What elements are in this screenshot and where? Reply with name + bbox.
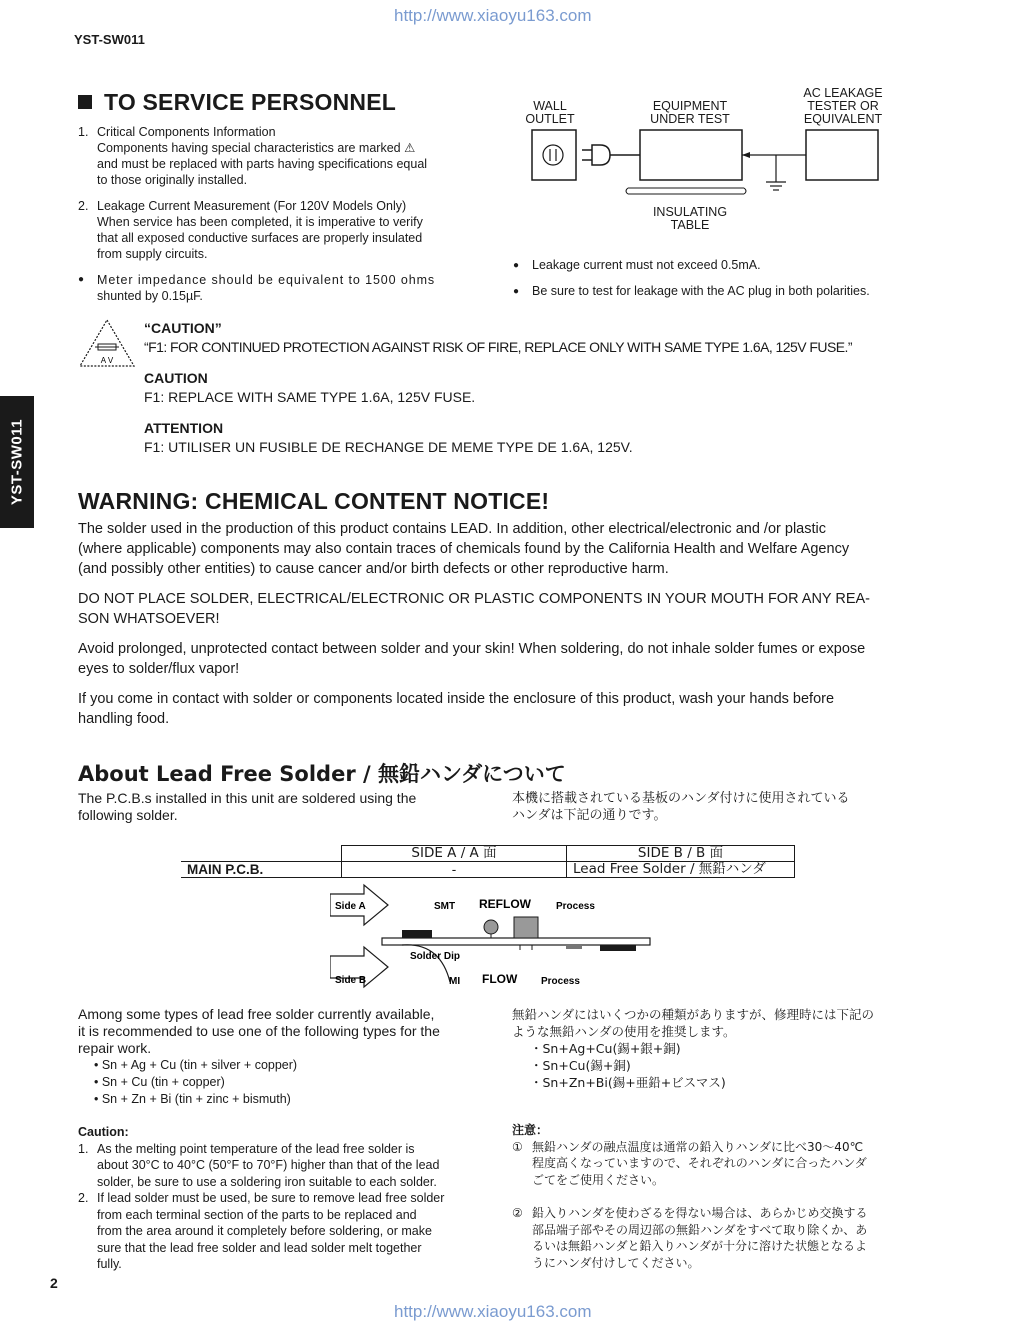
warning-paragraph-1: The solder used in the production of this product contains LEAD. In addition, other electrical/electronic and /or plastic (where applicable) components may also contain traces of chemicals found by the California Health and Welfare Agency (and possibly other entities) to cause cancer and/or birth defects or other reproductive harm. <box>78 521 850 577</box>
caution-en-item-1: 1. As the melting point temperature of the lead free solder is about 30°C to 40°C (50°F to 70°F) higher than that of the lead solder, be sure to use a soldering iron suitable to each solder. <box>78 1141 440 1189</box>
table-cell-side-b: Lead Free Solder / 無鉛ハンダ <box>567 862 795 878</box>
diagram-notes <box>532 257 912 299</box>
process-b-label: Process <box>541 976 580 987</box>
triangle-label: A V <box>100 356 114 365</box>
square-bullet-icon <box>78 95 92 109</box>
label-equipment: EQUIPMENT UNDER TEST <box>650 99 730 126</box>
list-item: ・Sn+Cu(錫+銅) <box>530 1058 631 1073</box>
caution-en-title: Caution: <box>78 1125 129 1139</box>
service-list <box>78 124 468 304</box>
leadfree-intro-jp: 本機に搭載されている基板のハンダ付けに使用されている ハンダは下記の通りです。 <box>512 791 850 823</box>
caution-en-item-2: 2. If lead solder must be used, be sure to remove lead free solder from each terminal section of the parts to be replaced and from the area around it completely before soldering, or make sure that the lead free solder and lead solder melt together fully. <box>78 1191 445 1271</box>
list-item: • Sn + Cu (tin + copper) <box>94 1075 225 1089</box>
warning-body <box>78 519 908 729</box>
wall-outlet-box <box>532 130 576 180</box>
process-flow: FLOW <box>482 972 518 986</box>
bullet-icon: ● <box>78 274 85 285</box>
table-header-side-a: SIDE A / A 面 <box>342 846 567 862</box>
model-name: YST-SW011 <box>74 32 145 47</box>
caution-jp-title: 注意： <box>512 1123 549 1137</box>
solder-process-diagram <box>330 882 660 992</box>
caution-text-quoted: “F1: FOR CONTINUED PROTECTION AGAINST RISK OF FIRE, REPLACE ONLY WITH SAME TYPE 1.6A, 125V FUSE.” <box>144 339 852 355</box>
mi-component-round <box>484 920 498 934</box>
pcb-solder-table <box>181 845 795 878</box>
leadfree-title: About Lead Free Solder / 無鉛ハンダについて <box>78 762 566 786</box>
note-polarity: ● Be sure to test for leakage with the AC plug in both polarities. <box>532 283 912 299</box>
process-solder-dip: Solder Dip <box>410 951 461 962</box>
page-number: 2 <box>50 1275 58 1291</box>
warning-paragraph-3: Avoid prolonged, unprotected contact between solder and your skin! When soldering, do not inhale solder fumes or expose eyes to solder/flux vapor! <box>78 641 866 677</box>
types-en: Among some types of lead free solder currently available, it is recommended to use one of the following types for the repair work. • Sn + Ag + Cu (tin + silver + copper) • Sn + Cu (tin + copper) • Sn + Zn + Bi (tin + zinc + bismuth) <box>78 1006 440 1106</box>
caution-heading: CAUTION <box>144 370 208 386</box>
process-smt: SMT <box>434 901 456 912</box>
tester-box <box>806 130 878 180</box>
process-a-label: Process <box>556 901 595 912</box>
service-item-3: ● Meter impedance should be equivalent to 1500 ohms shunted by 0.15µF. <box>78 273 436 303</box>
process-mi: MI <box>449 976 461 987</box>
service-item-1: 1. Critical Components Information Components having special characteristics are marked ⚠ and must be replaced with parts having specifications equal to those originally installed. <box>78 125 428 187</box>
caution-jp <box>512 1122 912 1271</box>
warning-paragraph-4: If you come in contact with solder or components located inside the enclosure of this product, wash your hands before handling food. <box>78 691 835 727</box>
smd-bottom-2 <box>600 945 636 951</box>
table-row <box>181 862 795 878</box>
caution-en <box>78 1124 468 1273</box>
types-jp: 無鉛ハンダにはいくつかの種類がありますが、修理時には下記の ような無鉛ハンダの使用を推奨します。 ・Sn+Ag+Cu(錫+銀+銅) ・Sn+Cu(錫+銅) ・Sn+Zn+Bi(錫+亜鉛+ビスマス) <box>512 1007 875 1090</box>
list-item: • Sn + Zn + Bi (tin + zinc + bismuth) <box>94 1092 291 1106</box>
leadfree-intro-en: The P.C.B.s installed in this unit are soldered using the following solder. <box>78 790 417 823</box>
caution-heading-quoted: “CAUTION” <box>144 320 222 336</box>
service-item-2: 2. Leakage Current Measurement (For 120V Models Only) When service has been completed, it is imperative to verify that all exposed conductive surfaces are properly insulated from supply circuits. <box>78 199 423 261</box>
note-leakage-limit: ● Leakage current must not exceed 0.5mA. <box>532 257 912 273</box>
smd-bottom-1 <box>566 945 582 949</box>
warning-paragraph-2: DO NOT PLACE SOLDER, ELECTRICAL/ELECTRONIC OR PLASTIC COMPONENTS IN YOUR MOUTH FOR ANY REA- SON WHATSOEVER! <box>78 591 870 627</box>
process-side-b: Side B <box>335 975 367 986</box>
equipment-box <box>640 130 742 180</box>
table-cell-side-a: - <box>342 862 567 878</box>
leakage-test-diagram <box>520 124 900 210</box>
pcb-board <box>382 938 650 945</box>
fuse-warning-triangle-icon <box>78 318 136 368</box>
caution-text: F1: REPLACE WITH SAME TYPE 1.6A, 125V FUSE. <box>144 389 476 405</box>
process-side-a: Side A <box>335 901 366 912</box>
table-row-label: MAIN P.C.B. <box>181 862 342 878</box>
table-header-row <box>181 846 795 862</box>
caution-jp-item-1: ① 無鉛ハンダの融点温度は通常の鉛入りハンダに比べ30〜40℃ 程度高くなっていますので、それぞれのハンダに合ったハンダ ごてをご使用ください。 <box>512 1139 867 1187</box>
process-reflow: REFLOW <box>479 897 531 911</box>
attention-text: F1: UTILISER UN FUSIBLE DE RECHANGE DE MEME TYPE DE 1.6A, 125V. <box>144 439 633 455</box>
list-item: • Sn + Ag + Cu (tin + silver + copper) <box>94 1058 298 1072</box>
service-title: TO SERVICE PERSONNEL <box>78 89 396 116</box>
smt-component <box>402 930 432 938</box>
outlet-icon <box>543 145 563 165</box>
header-url-top[interactable]: http://www.xiaoyu163.com <box>394 6 592 25</box>
list-item: ・Sn+Zn+Bi(錫+亜鉛+ビスマス) <box>530 1075 726 1090</box>
attention-heading: ATTENTION <box>144 420 224 436</box>
label-tester: AC LEAKAGE TESTER OR EQUIVALENT <box>803 86 883 126</box>
caution-jp-item-2: ② 鉛入りハンダを使わざるを得ない場合は、あらかじめ交換する 部品端子部やその周辺部の無鉛ハンダをすべて取り除くか、あ るいは無鉛ハンダと鉛入りハンダが十分に溶けた状態となるよ うにハンダ付けしてください。 <box>512 1206 868 1270</box>
warning-title: WARNING: CHEMICAL CONTENT NOTICE! <box>78 488 550 514</box>
list-item: ・Sn+Ag+Cu(錫+銀+銅) <box>530 1041 681 1056</box>
mi-component-square <box>514 917 538 938</box>
label-wall-outlet: WALL OUTLET <box>525 99 575 126</box>
label-insulating-table: INSULATING TABLE <box>652 205 728 232</box>
footer-url[interactable]: http://www.xiaoyu163.com <box>394 1302 592 1321</box>
table-header-side-b: SIDE B / B 面 <box>567 846 795 862</box>
side-tab: YST-SW011 <box>0 396 34 528</box>
